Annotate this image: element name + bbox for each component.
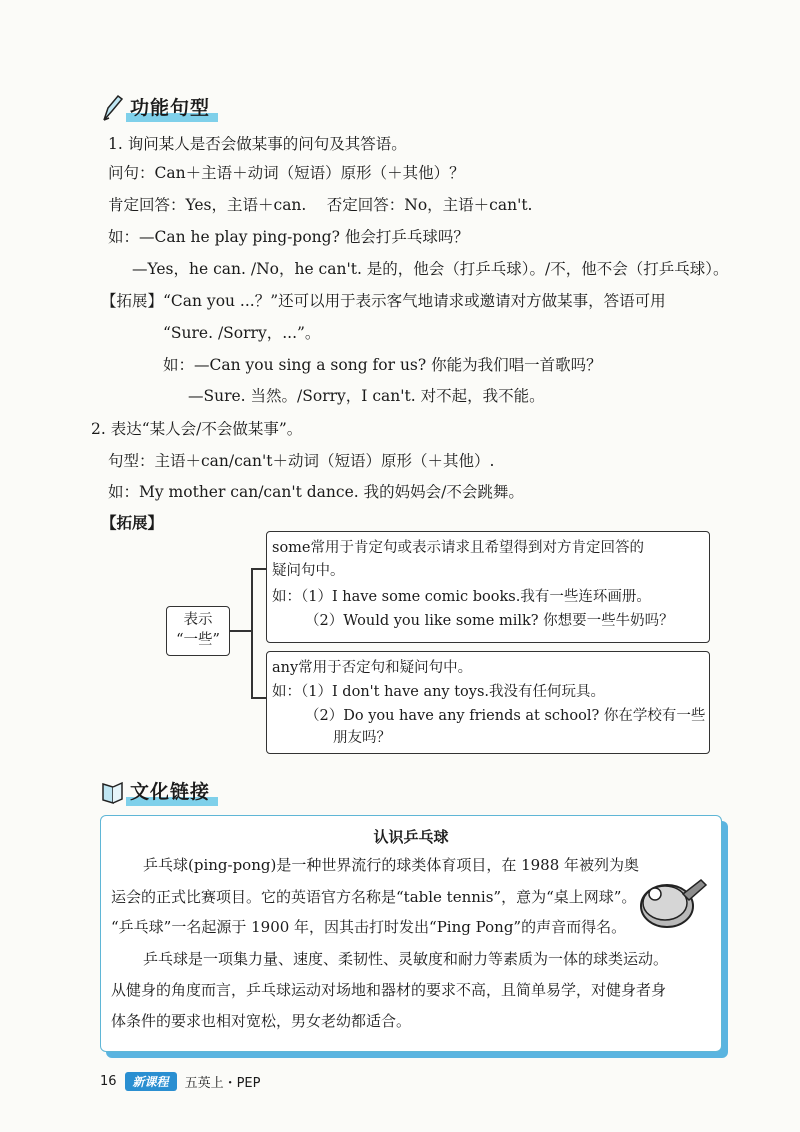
page-footer <box>100 1072 260 1091</box>
any-line1: any常用于否定句和疑问句中。 <box>272 660 473 676</box>
some-usage-box <box>266 531 710 643</box>
culture-section-title: 文化链接 <box>126 777 218 806</box>
extension2-label: 【拓展】 <box>101 513 164 532</box>
diagram-center-line1: 表示 <box>183 612 213 628</box>
ping-pong-paddle-icon <box>633 874 709 934</box>
culture-p2-line1: 乒乓球是一项集力量、速度、柔韧性、灵敏度和耐力等素质为一体的球类运动。 <box>143 950 669 968</box>
answers-pattern: 肯定回答：Yes，主语＋can. 否定回答：No，主语＋can't. <box>108 196 533 214</box>
culture-p1-line1: 乒乓球(ping-pong)是一种世界流行的球类体育项目，在 1988 年被列为奥 <box>143 856 640 874</box>
any-example1: 如：（1）I don't have any toys.我没有任何玩具。 <box>272 684 606 700</box>
connector-vertical <box>251 568 253 698</box>
book-icon <box>100 778 124 806</box>
functional-section-title: 功能句型 <box>126 93 218 122</box>
extension1-example-question: 如：—Can you sing a song for us? 你能为我们唱一首歌吗？ <box>163 356 602 374</box>
some-line1: some常用于肯定句或表示请求且希望得到对方肯定回答的 <box>272 540 644 556</box>
diagram-center-box <box>166 606 230 656</box>
item2-example: 如：My mother can/can't dance. 我的妈妈会/不会跳舞。 <box>108 483 524 501</box>
series-badge: 新课程 <box>125 1072 177 1091</box>
book-label: 五英上・PEP <box>184 1076 261 1091</box>
culture-p2-line2: 从健身的角度而言，乒乓球运动对场地和器材的要求不高，且简单易学，对健身者身 <box>111 981 667 999</box>
any-example2-line1: （2）Do you have any friends at school? 你在学校有一些 <box>305 708 706 724</box>
example1-answer: —Yes，he can. /No，he can't. 是的，他会（打乒乓球）。/不，他不会（打乒乓球）。 <box>132 260 729 278</box>
some-line2: 疑问句中。 <box>272 563 345 579</box>
some-example1: 如：（1）I have some comic books.我有一些连环画册。 <box>272 589 651 605</box>
any-usage-box <box>266 651 710 754</box>
extension1-line1: 【拓展】“Can you ...？”还可以用于表示客气地请求或邀请对方做某事，答语可用 <box>101 292 666 310</box>
item1-title: 1. 询问某人是否会做某事的问句及其答语。 <box>108 135 407 153</box>
connector-top-branch <box>251 568 266 570</box>
culture-p2-line3: 体条件的要求也相对宽松，男女老幼都适合。 <box>111 1012 412 1030</box>
item2-pattern: 句型：主语＋can/can't＋动词（短语）原形（＋其他）. <box>108 452 495 470</box>
extension1-line2: “Sure. /Sorry，...”。 <box>163 324 321 342</box>
any-example2-line2: 朋友吗？ <box>333 730 391 746</box>
culture-heading: 认识乒乓球 <box>373 828 449 846</box>
diagram-center-line2: “一些” <box>176 632 220 648</box>
item2-title: 2. 表达“某人会/不会做某事”。 <box>91 420 303 438</box>
connector-bottom-branch <box>251 697 266 699</box>
culture-p1-line2: 运会的正式比赛项目。它的英语官方名称是“table tennis”，意为“桌上网球”。 <box>111 888 637 906</box>
culture-box <box>100 815 722 1052</box>
page-number: 16 <box>100 1074 117 1089</box>
connector-horizontal <box>229 630 251 632</box>
extension1-example-answer: —Sure. 当然。/Sorry，I can't. 对不起，我不能。 <box>188 387 545 405</box>
culture-section-header <box>100 776 218 806</box>
some-example2: （2）Would you like some milk? 你想要一些牛奶吗？ <box>305 613 674 629</box>
example1-question: 如：—Can he play ping-pong? 他会打乒乓球吗？ <box>108 228 469 246</box>
culture-p1-line3: “乒乓球”一名起源于 1900 年，因其击打时发出“Ping Pong”的声音而得名。 <box>111 918 627 936</box>
pen-icon <box>100 94 124 122</box>
question-pattern: 问句：Can＋主语＋动词（短语）原形（＋其他）？ <box>108 164 465 182</box>
functional-section-header <box>100 92 218 122</box>
